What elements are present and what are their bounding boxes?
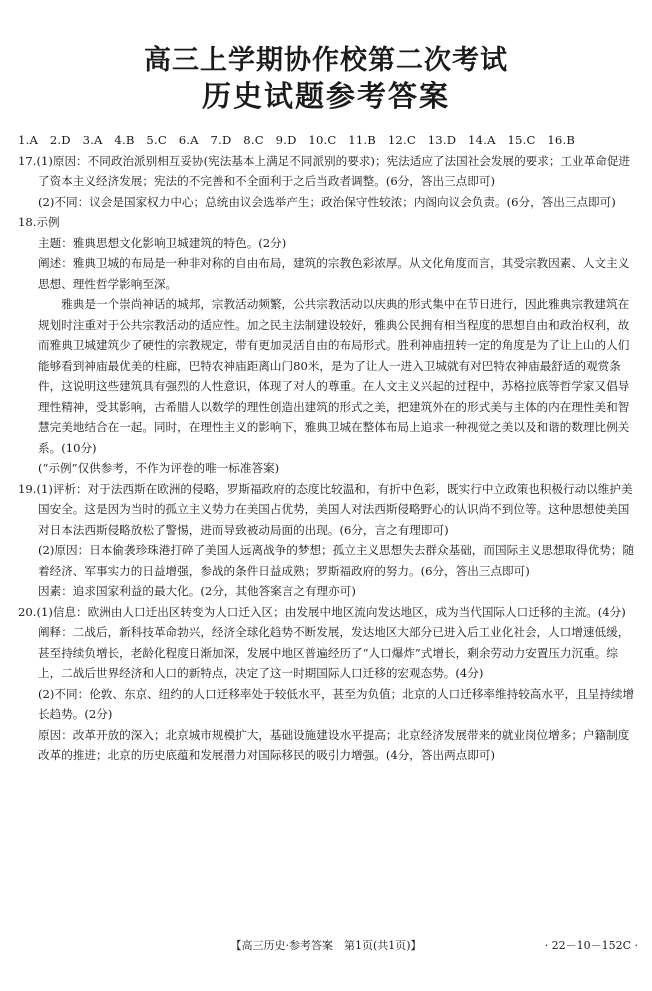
q19-factor: 因素：追求国家利益的最大化。(2分，其他答案言之有理亦可): [38, 584, 356, 598]
q18-head: 18.示例: [18, 215, 60, 229]
page-footer: [0, 935, 652, 955]
footer-page-info: 【高三历史·参考答案 第1页(共1页)】: [230, 939, 422, 952]
answer-content: [18, 130, 636, 766]
exam-title: 高三上学期协作校第二次考试: [144, 45, 508, 76]
q18-theme: 主题：雅典思想文化影响卫城建筑的特色。(2分): [38, 235, 287, 250]
q20-part2: (2)不同：伦敦、东京、纽约的人口迁移率处于较低水平，甚至为负值；北京的人口迁移率维持较高水平，且呈持续增长趋势。(2分): [38, 686, 635, 721]
q18-explain: 阐述：雅典卫城的布局是一种非对称的自由布局，建筑的宗教色彩浓厚。从文化角度而言，其受宗教因素、人文主义思想、理性哲学影响至深。: [38, 256, 630, 291]
answer-key-title: 历史试题参考答案: [201, 79, 450, 113]
multiple-choice-answers: 1.A 2.D 3.A 4.B 5.C 6.A 7.D 8.C 9.D 10.C 11.B 12.C 13.D 14.A 15.C 16.B: [18, 133, 576, 147]
q20-part1: 20.(1)信息：欧洲由人口迁出区转变为人口迁入区；由发展中地区流向发达地区，成为当代国际人口迁移的主流。(4分): [18, 604, 626, 619]
q18-note: (“示例”仅供参考，不作为评卷的唯一标准答案): [38, 461, 280, 475]
q20-explain: 阐释：二战后，新科技革命勃兴，经济全球化趋势不断发展，发达地区大部分已进入后工业化社会，人口增速低缓，甚至持续负增长，老龄化程度日渐加深，发展中地区普遍经历了“人口爆炸”式增长，剩余劳动力安置压力沉重。综上，二战后世界经济和人口的新特点，决定了这一时期国际人口迁移的宏观态势。(4分): [38, 625, 630, 680]
q17-part1: 17.(1)原因：不同政治派别相互妥协(宪法基本上满足不同派别的要求)；宪法适应了法国社会发展的要求；工业革命促进了资本主义经济发展；宪法的不完善和不全面利于之后当政者调整。(6分，答出三点即可): [18, 153, 631, 188]
q19-part2: (2)原因：日本偷袭珍珠港打碎了美国人远离战争的梦想；孤立主义思想失去群众基础，而国际主义思想取得优势；随着经济、军事实力的日益增强，参战的条件日益成熟；罗斯福政府的努力。(6分，答出三点即可): [38, 543, 635, 578]
q17-part2: (2)不同：议会是国家权力中心；总统由议会选举产生；政治保守性较浓；内阁向议会负责。(6分，答出三点即可): [38, 194, 616, 209]
q19-part1: 19.(1)评析：对于法西斯在欧洲的侵略，罗斯福政府的态度比较温和，有折中色彩，既实行中立政策也积极行动以维护美国安全。这是因为当时的孤立主义势力在美国占优势，美国人对法西斯侵略野心的认识尚不到位等。这种思想使美国对日本法西斯侵略放松了警惕，进而导致被动局面的出现。(6分，言之有理即可): [18, 481, 633, 537]
q18-body: 雅典是一个崇尚神话的城邦，宗教活动频繁，公共宗教活动以庆典的形式集中在节日进行，因此雅典宗教建筑在规划时注重对于公共宗教活动的适应性。加之民主法制建设较好，雅典公民拥有相当程度的思想自由和政治权利，故而雅典卫城建筑少了硬性的宗教规定，带有更加灵活自由的布局形式。胜利神庙扭转一定的角度是为了让上山的人们能够看到神庙最优美的柱廊，巴特农神庙距离山门80米，是为了让人一进入卫城就有对巴特农神庙最舒适的观赏条件，这说明这些建筑具有强烈的人性意识，体现了对人的尊重。在人文主义兴起的过程中，苏格拉底等哲学家又倡导理性精神，受其影响，古希腊人以数学的理性创造出建筑的形式之美，把建筑外在的形式美与主体的内在理性美和智慧完美地结合在一起。同时，在理性主义的影响下，雅典卫城在整体布局上追求一种视觉之美以及和谐的数理比例关系。(10分): [38, 297, 630, 455]
q20-reason: 原因：改革开放的深入；北京城市规模扩大，基础设施建设水平提高；北京经济发展带来的就业岗位增多；户籍制度改革的推进；北京的历史底蕴和发展潜力对国际移民的吸引力增强。(4分，答出两点即可): [38, 727, 630, 762]
footer-code: · 22－10－152C ·: [544, 939, 638, 952]
